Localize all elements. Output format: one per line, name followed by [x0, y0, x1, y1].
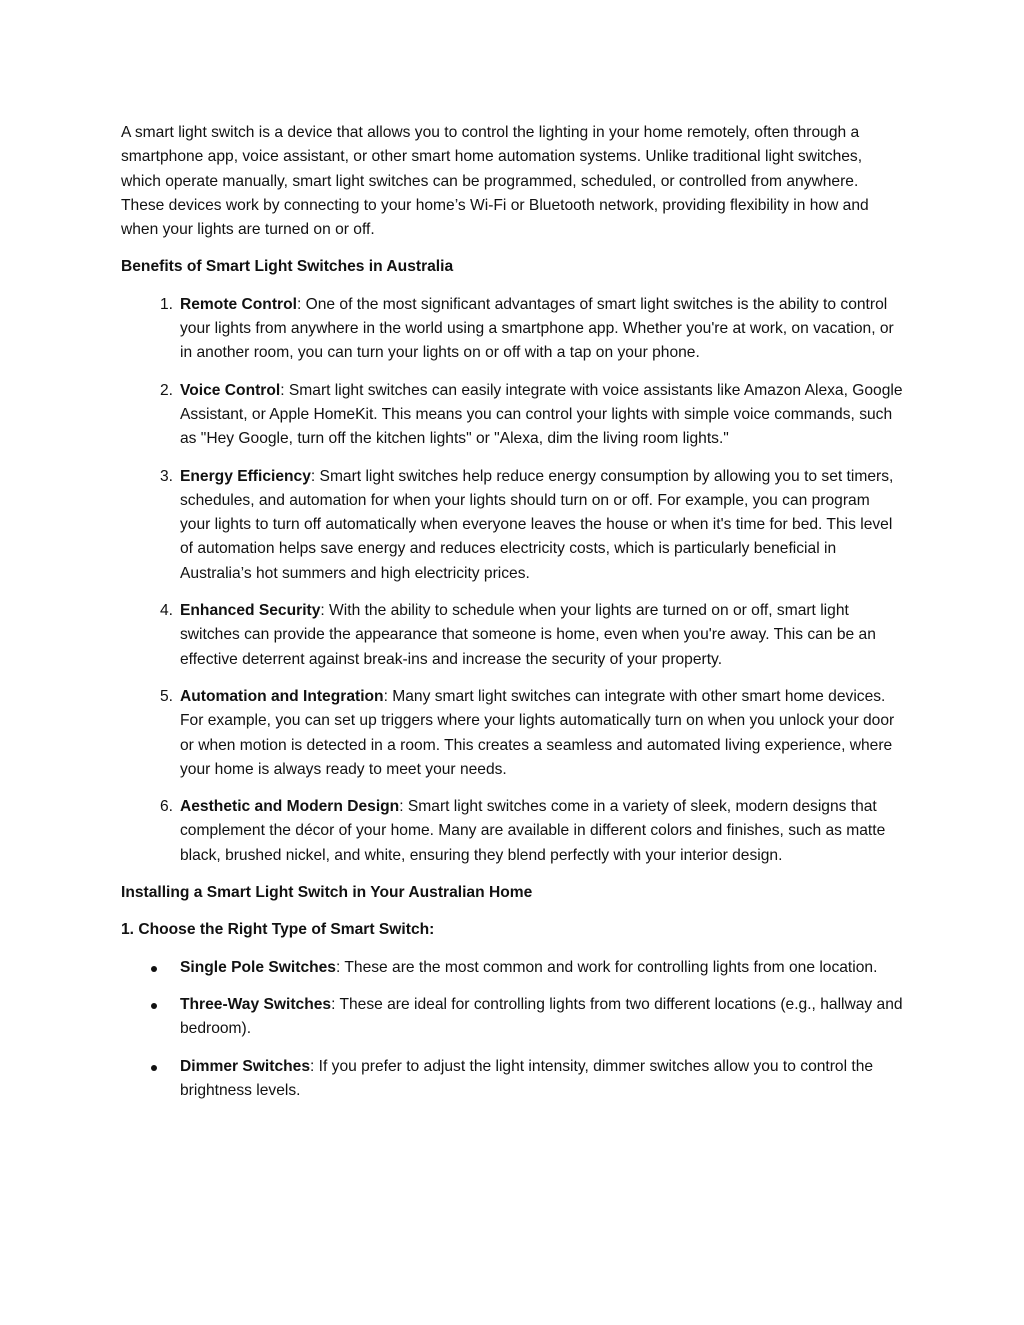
- bullet-icon: [151, 966, 157, 972]
- benefit-text: : Smart light switches help reduce energy consumption by allowing you to set timers, schedules, and automation for when your lights should turn on or off. For example, you can program your lights to turn off automatically when everyone leaves the house or when it's time for bed. This level of automation helps save energy and reduces electricity costs, which is particularly beneficial in Australia’s hot summers and high electricity prices.: [180, 467, 894, 582]
- bullet-icon: [151, 1065, 157, 1071]
- switch-type-term: Dimmer Switches: [180, 1057, 310, 1075]
- benefit-term: Aesthetic and Modern Design: [180, 798, 400, 816]
- benefit-text: : One of the most significant advantages of smart light switches is the ability to control your lights from anywhere in the world using a smartphone app. Whether you're at work, on vacation, or in another room, you can turn your lights on or off with a tap on your phone.: [180, 295, 894, 362]
- list-number: 4.: [159, 602, 173, 620]
- benefit-term: Enhanced Security: [180, 602, 321, 620]
- benefit-text: : With the ability to schedule when your lights are turned on or off, smart light switches can provide the appearance that someone is home, even when you're away. This can be an effective deterrent against break-ins and increase the security of your property.: [180, 602, 876, 668]
- benefit-item-automation: [121, 685, 904, 782]
- intro-paragraph: A smart light switch is a device that allows you to control the lighting in your home remotely, often through a smartphone app, voice assistant, or other smart home automation systems. Unlike traditional light switches, which operate manually, smart light switches can be programmed, scheduled, or controlled from anywhere. These devices work by connecting to your home’s Wi-Fi or Bluetooth network, providing flexibility in how and when your lights are turned on or off.: [121, 124, 869, 239]
- benefits-heading: Benefits of Smart Light Switches in Australia: [121, 258, 454, 276]
- switch-types-list: [121, 956, 904, 1103]
- benefit-text: : Many smart light switches can integrate with other smart home devices. For example, you can set up triggers where your lights automatically turn on when you unlock your door or when motion is detected in a room. This creates a seamless and automated living experience, where your home is always ready to meet your needs.: [180, 687, 895, 778]
- benefit-term: Automation and Integration: [180, 687, 384, 705]
- benefit-item-design: [121, 795, 904, 868]
- list-number: 6.: [159, 798, 173, 816]
- bullet-icon: [151, 1003, 157, 1009]
- list-number: 1.: [159, 295, 173, 313]
- switch-type-term: Three-Way Switches: [180, 995, 332, 1013]
- benefit-term: Voice Control: [180, 381, 281, 399]
- list-number: 3.: [159, 467, 173, 485]
- benefit-term: Remote Control: [180, 295, 297, 313]
- switch-type-three-way: [121, 993, 904, 1042]
- switch-type-text: : These are ideal for controlling lights from two different locations (e.g., hallway and bedroom).: [180, 995, 903, 1038]
- list-number: 5.: [159, 687, 173, 705]
- benefit-text: : Smart light switches come in a variety of sleek, modern designs that complement the décor of your home. Many are available in different colors and finishes, such as matte black, brushed nickel, and white, ensuring they blend perfectly with your interior design.: [180, 798, 886, 864]
- list-number: 2.: [159, 381, 173, 399]
- installing-heading: Installing a Smart Light Switch in Your Australian Home: [121, 884, 533, 902]
- benefit-item-remote-control: [121, 293, 904, 366]
- benefit-item-voice-control: [121, 379, 904, 452]
- switch-type-dimmer: [121, 1055, 904, 1104]
- switch-type-term: Single Pole Switches: [180, 958, 336, 976]
- installing-subheading: 1. Choose the Right Type of Smart Switch:: [121, 921, 435, 939]
- switch-type-text: : If you prefer to adjust the light intensity, dimmer switches allow you to control the brightness levels.: [180, 1057, 874, 1099]
- benefits-list: [121, 293, 904, 868]
- benefit-item-enhanced-security: [121, 599, 904, 672]
- benefit-term: Energy Efficiency: [180, 467, 311, 485]
- benefit-text: : Smart light switches can easily integrate with voice assistants like Amazon Alexa, Google Assistant, or Apple HomeKit. This means you can control your lights with simple voice commands, such as "Hey Google, turn off the kitchen lights" or "Alexa, dim the living room lights.": [180, 381, 903, 448]
- switch-type-text: : These are the most common and work for controlling lights from one location.: [335, 958, 878, 976]
- switch-type-single-pole: [121, 956, 904, 980]
- benefit-item-energy-efficiency: [121, 465, 904, 586]
